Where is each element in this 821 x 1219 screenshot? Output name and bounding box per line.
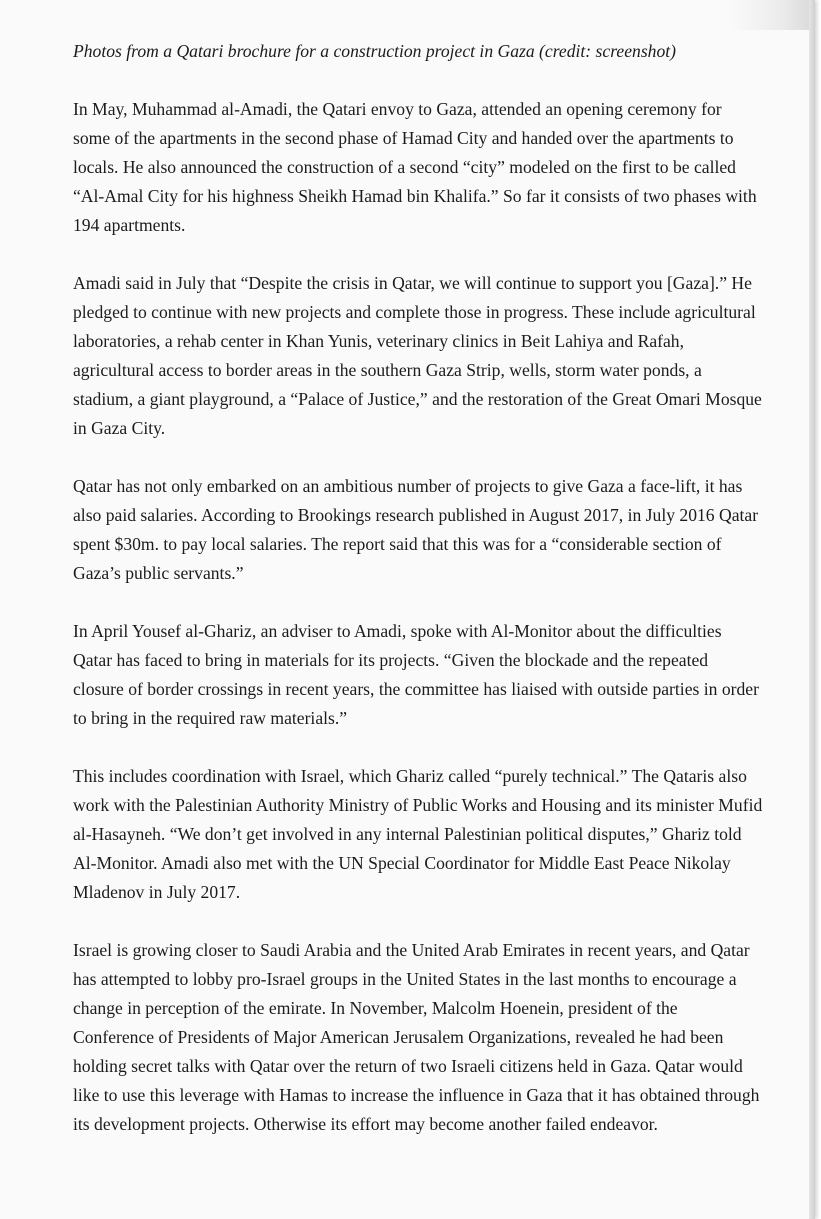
article-paragraph-1: In May, Muhammad al-Amadi, the Qatari envoy to Gaza, attended an opening ceremony for some of the apartments in the second phase of Hamad City and handed over the apartments to locals. He also announced the construction of a second “city” modeled on the first to be called “Al-Amal City for his highness Sheikh Hamad bin Khalifa.” So far it consists of two phases with 194 apartments. [73,99,757,235]
photo-caption: Photos from a Qatari brochure for a construction project in Gaza (credit: screenshot) [73,41,677,61]
page-edge-border [809,0,815,1219]
article-paragraph-4: In April Yousef al-Ghariz, an adviser to Amadi, spoke with Al-Monitor about the difficulties Qatar has faced to bring in materials for its projects. “Given the blockade and the repeated closure of border crossings in recent years, the committee has liaised with outside parties in order to bring in the required raw materials.” [73,621,759,728]
article-paragraph-3: Qatar has not only embarked on an ambitious number of projects to give Gaza a face-lift, it has also paid salaries. According to Brookings research published in August 2017, in July 2016 Qatar spent $30m. to pay local salaries. The report said that this was for a “considerable section of Gaza’s public servants.” [73,476,759,583]
article-paragraph-6: Israel is growing closer to Saudi Arabia and the United Arab Emirates in recent years, and Qatar has attempted to lobby pro-Israel groups in the United States in the last months to encourage a change in perception of the emirate. In November, Malcolm Hoenein, president of the Conference of Presidents of Major American Jerusalem Organizations, revealed he had been holding secret talks with Qatar over the return of two Israeli citizens held in Gaza. Qatar would like to use this leverage with Hamas to increase the influence in Gaza that it has obtained through its development projects. Otherwise its effort may become another failed endeavor. [73,940,760,1134]
page-edge-shadow [729,0,815,30]
article-paragraph-5: This includes coordination with Israel, which Ghariz called “purely technical.” The Qataris also work with the Palestinian Authority Ministry of Public Works and Housing and its minister Mufid al-Hasayneh. “We don’t get involved in any internal Palestinian political disputes,” Ghariz told Al-Monitor. Amadi also met with the UN Special Coordinator for Middle East Peace Nikolay Mladenov in July 2017. [73,766,763,902]
article-paragraph-2: Amadi said in July that “Despite the crisis in Qatar, we will continue to support you [Gaza].” He pledged to continue with new projects and complete those in progress. These include agricultural laboratories, a rehab center in Khan Yunis, veterinary clinics in Beit Lahiya and Rafah, agricultural access to border areas in the southern Gaza Strip, wells, storm water ponds, a stadium, a giant playground, a “Palace of Justice,” and the restoration of the Great Omari Mosque in Gaza City. [73,273,762,438]
article-body [73,37,763,1168]
